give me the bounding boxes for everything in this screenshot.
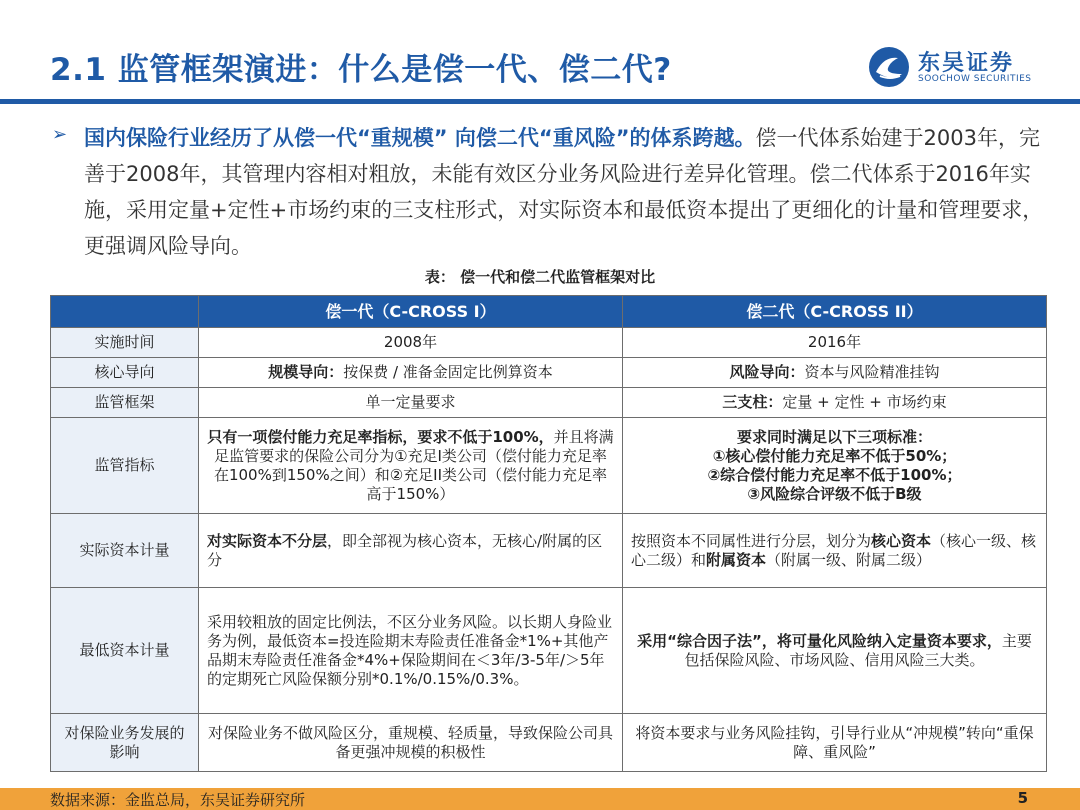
cell-c-cross-1 [199,514,623,588]
row-label: 最低资本计量 [51,588,199,714]
cell-c-cross-1 [199,714,623,772]
cell-c-cross-2 [623,418,1047,514]
cell-text-segment: 主要包括保险风险、市场风险、信用风险三大类。 [684,631,1032,669]
soochow-logo-icon [868,46,910,88]
cell-text-segment: 2016年 [807,333,862,351]
comparison-table [50,295,1047,772]
page-number: 5 [1017,789,1028,807]
cell-c-cross-2 [623,588,1047,714]
cell-text-segment: 并且将满足监管要求的保险公司分为①充足I类公司（偿付能力充足率在100%到150%之间）和②充足II类公司（偿付能力充足率高于150%） [213,427,614,503]
intro-paragraph [84,120,1044,264]
table-row [51,588,1047,714]
cell-c-cross-2 [623,358,1047,388]
bullet-arrow-icon: ➢ [52,124,68,145]
cell-text-segment: ，即全部视为核心资本，无核心/附属的区分 [207,531,603,569]
cell-text-segment: 三支柱： [722,393,783,411]
cell-text-segment: 核心资本 [871,531,932,550]
row-label: 对保险业务发展的影响 [51,714,199,772]
cell-text-segment: 单一定量要求 [365,393,456,411]
cell-c-cross-2 [623,514,1047,588]
cell-text-segment: 对实际资本不分层 [207,531,328,550]
cell-text-segment: 要求同时满足以下三项标准： ①核心偿付能力充足率不低于50%； ②综合偿付能力充足率不低于100%； ③风险综合评级不低于B级 [707,427,962,503]
table-row [51,714,1047,772]
cell-c-cross-2 [623,328,1047,358]
table-row [51,418,1047,514]
row-label: 监管指标 [51,418,199,514]
cell-c-cross-1 [199,328,623,358]
row-label: 监管框架 [51,388,199,418]
cell-text-segment: 将资本要求与业务风险挂钩，引导行业从“冲规模”转向“重保障、重风险” [635,723,1034,761]
column-header-c-cross-1: 偿一代（C-CROSS I） [199,296,623,328]
table-row [51,514,1047,588]
cell-text-segment: 对保险业务不做风险区分，重规模、轻质量，导致保险公司具备更强冲规模的积极性 [207,723,613,761]
table-row [51,358,1047,388]
table-caption: 表： 偿一代和偿二代监管框架对比 [424,268,656,286]
header-divider [0,99,1080,104]
table-row [51,328,1047,358]
cell-c-cross-1 [199,588,623,714]
intro-highlight: 国内保险行业经历了从偿一代“重规模” 向偿二代“重风险”的体系跨越。 [84,126,756,150]
cell-text-segment: 2008年 [383,333,438,351]
cell-c-cross-2 [623,714,1047,772]
cell-c-cross-1 [199,418,623,514]
cell-text-segment: 按保费 / 准备金固定比例算资本 [343,363,553,381]
cell-c-cross-1 [199,358,623,388]
cell-c-cross-2 [623,388,1047,418]
row-label: 核心导向 [51,358,199,388]
cell-text-segment: （核心一级、核心二级）和 [631,531,1037,569]
column-header-blank [51,296,199,328]
cell-text-segment: 风险导向： [729,363,805,381]
cell-text-segment: 规模导向： [268,363,344,381]
cell-text-segment: 附属资本 [706,550,767,569]
table-row [51,388,1047,418]
cell-text-segment: （附属一级、附属二级） [766,550,932,569]
cell-text-segment: 只有一项偿付能力充足率指标，要求不低于100%， [207,427,554,446]
cell-text-segment: 采用“综合因子法”，将可量化风险纳入定量资本要求， [637,631,1002,650]
logo-text-en: SOOCHOW SECURITIES [918,74,1032,84]
cell-text-segment: 资本与风险精准挂钩 [804,363,940,381]
cell-c-cross-1 [199,388,623,418]
footer-bar [0,788,1080,810]
table-header-row [51,296,1047,328]
cell-text-segment: 按照资本不同属性进行分层，划分为 [631,531,872,550]
intro-body: 偿一代体系始建于2003年，完善于2008年，其管理内容相对粗放，未能有效区分业务风险进行差异化管理。偿二代体系于2016年实施，采用定量+定性+市场约束的三支柱形式，对实际资本和最低资本提出了更细化的计量和管理要求，更强调风险导向。 [84,126,1044,258]
column-header-c-cross-2: 偿二代（C-CROSS II） [623,296,1047,328]
footer-source: 数据来源：金监总局，东吴证券研究所 [50,791,306,809]
page-title: 2.1 监管框架演进：什么是偿一代、偿二代? [50,52,672,88]
row-label: 实际资本计量 [51,514,199,588]
cell-text-segment: 定量 + 定性 + 市场约束 [782,393,947,411]
row-label: 实施时间 [51,328,199,358]
logo-text-cn: 东吴证券 [918,51,1015,76]
cell-text-segment: 采用较粗放的固定比例法，不区分业务风险。以长期人身险业务为例，最低资本=投连险期末寿险责任准备金*1%+其他产品期末寿险责任准备金*4%+保险期间在＜3年/3-5年/＞5年的定期死亡风险保额分别*0.1%/0.15%/0.3%。 [207,612,613,688]
